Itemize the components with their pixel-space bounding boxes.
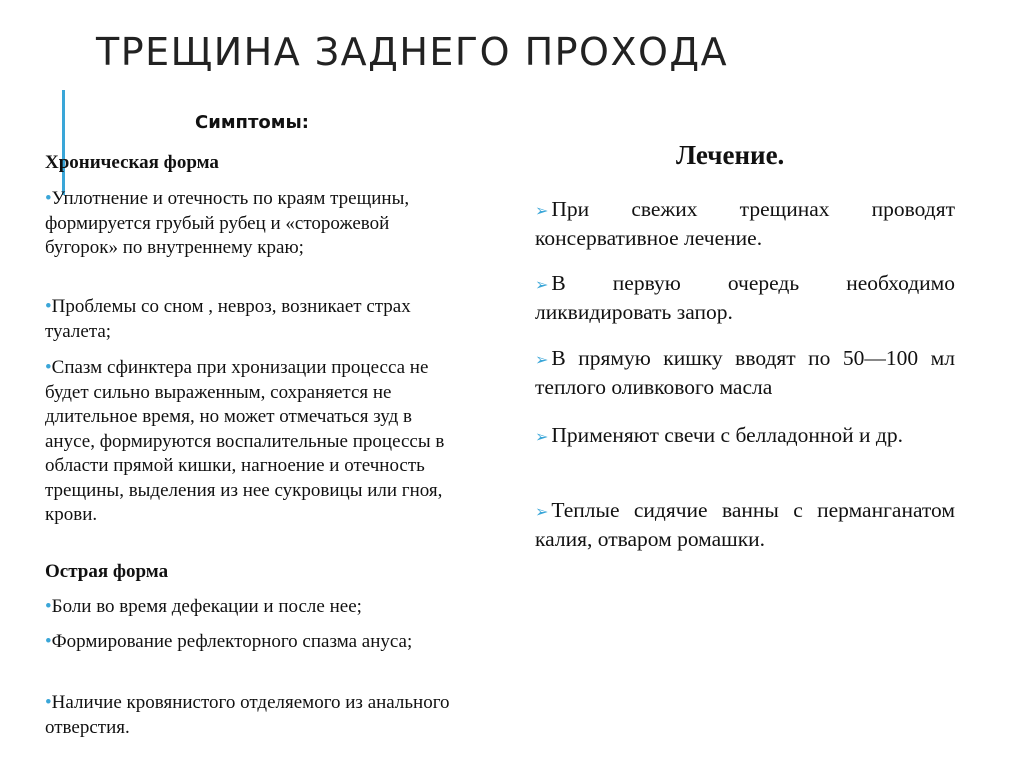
- list-item: •Проблемы со сном , невроз, возникает страх туалета;: [45, 296, 411, 342]
- list-item: ➢ В прямую кишку вводят по 50—100 мл теплого оливкового масла: [535, 346, 955, 399]
- slide-title: ТРЕЩИНА ЗАДНЕГО ПРОХОДА: [96, 30, 729, 74]
- list-item: •Боли во время дефекации и после нее;: [45, 596, 362, 617]
- bullet-icon: •: [45, 692, 52, 713]
- list-item: •Спазм сфинктера при хронизации процесса не будет сильно выраженным, сохраняется не длительное время, но может отмечаться зуд в анусе, формируются воспалительные процессы в области прямой кишки, нагноение и отечность трещины, выделения из нее сукровицы или гноя, крови.: [45, 357, 445, 525]
- chronic-heading: Хроническая форма: [45, 152, 219, 173]
- bullet-icon: •: [45, 631, 52, 652]
- acute-heading: Острая форма: [45, 561, 169, 582]
- list-item: ➢ В первую очередь необходимо ликвидировать запор.: [535, 271, 955, 324]
- text-cursor-line: [62, 90, 65, 195]
- arrow-bullet-icon: ➢: [535, 203, 549, 220]
- bullet-icon: •: [45, 188, 52, 209]
- treatment-heading: Лечение.: [676, 140, 785, 170]
- arrow-bullet-icon: ➢: [535, 277, 549, 294]
- arrow-bullet-icon: ➢: [535, 504, 549, 521]
- list-item: ➢ Теплые сидячие ванны с перманганатом калия, отваром ромашки.: [535, 498, 955, 551]
- bullet-icon: •: [45, 296, 52, 317]
- bullet-icon: •: [45, 596, 52, 617]
- list-item: ➢ При свежих трещинах проводят консервативное лечение.: [535, 197, 955, 250]
- arrow-bullet-icon: ➢: [535, 352, 549, 369]
- symptoms-heading: Симптомы:: [195, 112, 309, 133]
- list-item: •Наличие кровянистого отделяемого из анального отверстия.: [45, 692, 450, 738]
- bullet-icon: •: [45, 357, 52, 378]
- list-item: ➢ Применяют свечи с белладонной и др.: [535, 423, 903, 447]
- list-item: •Формирование рефлекторного спазма ануса;: [45, 631, 413, 652]
- arrow-bullet-icon: ➢: [535, 429, 549, 446]
- list-item: •Уплотнение и отечность по краям трещины, формируется грубый рубец и «сторожевой бугорок» по внутреннему краю;: [45, 188, 410, 258]
